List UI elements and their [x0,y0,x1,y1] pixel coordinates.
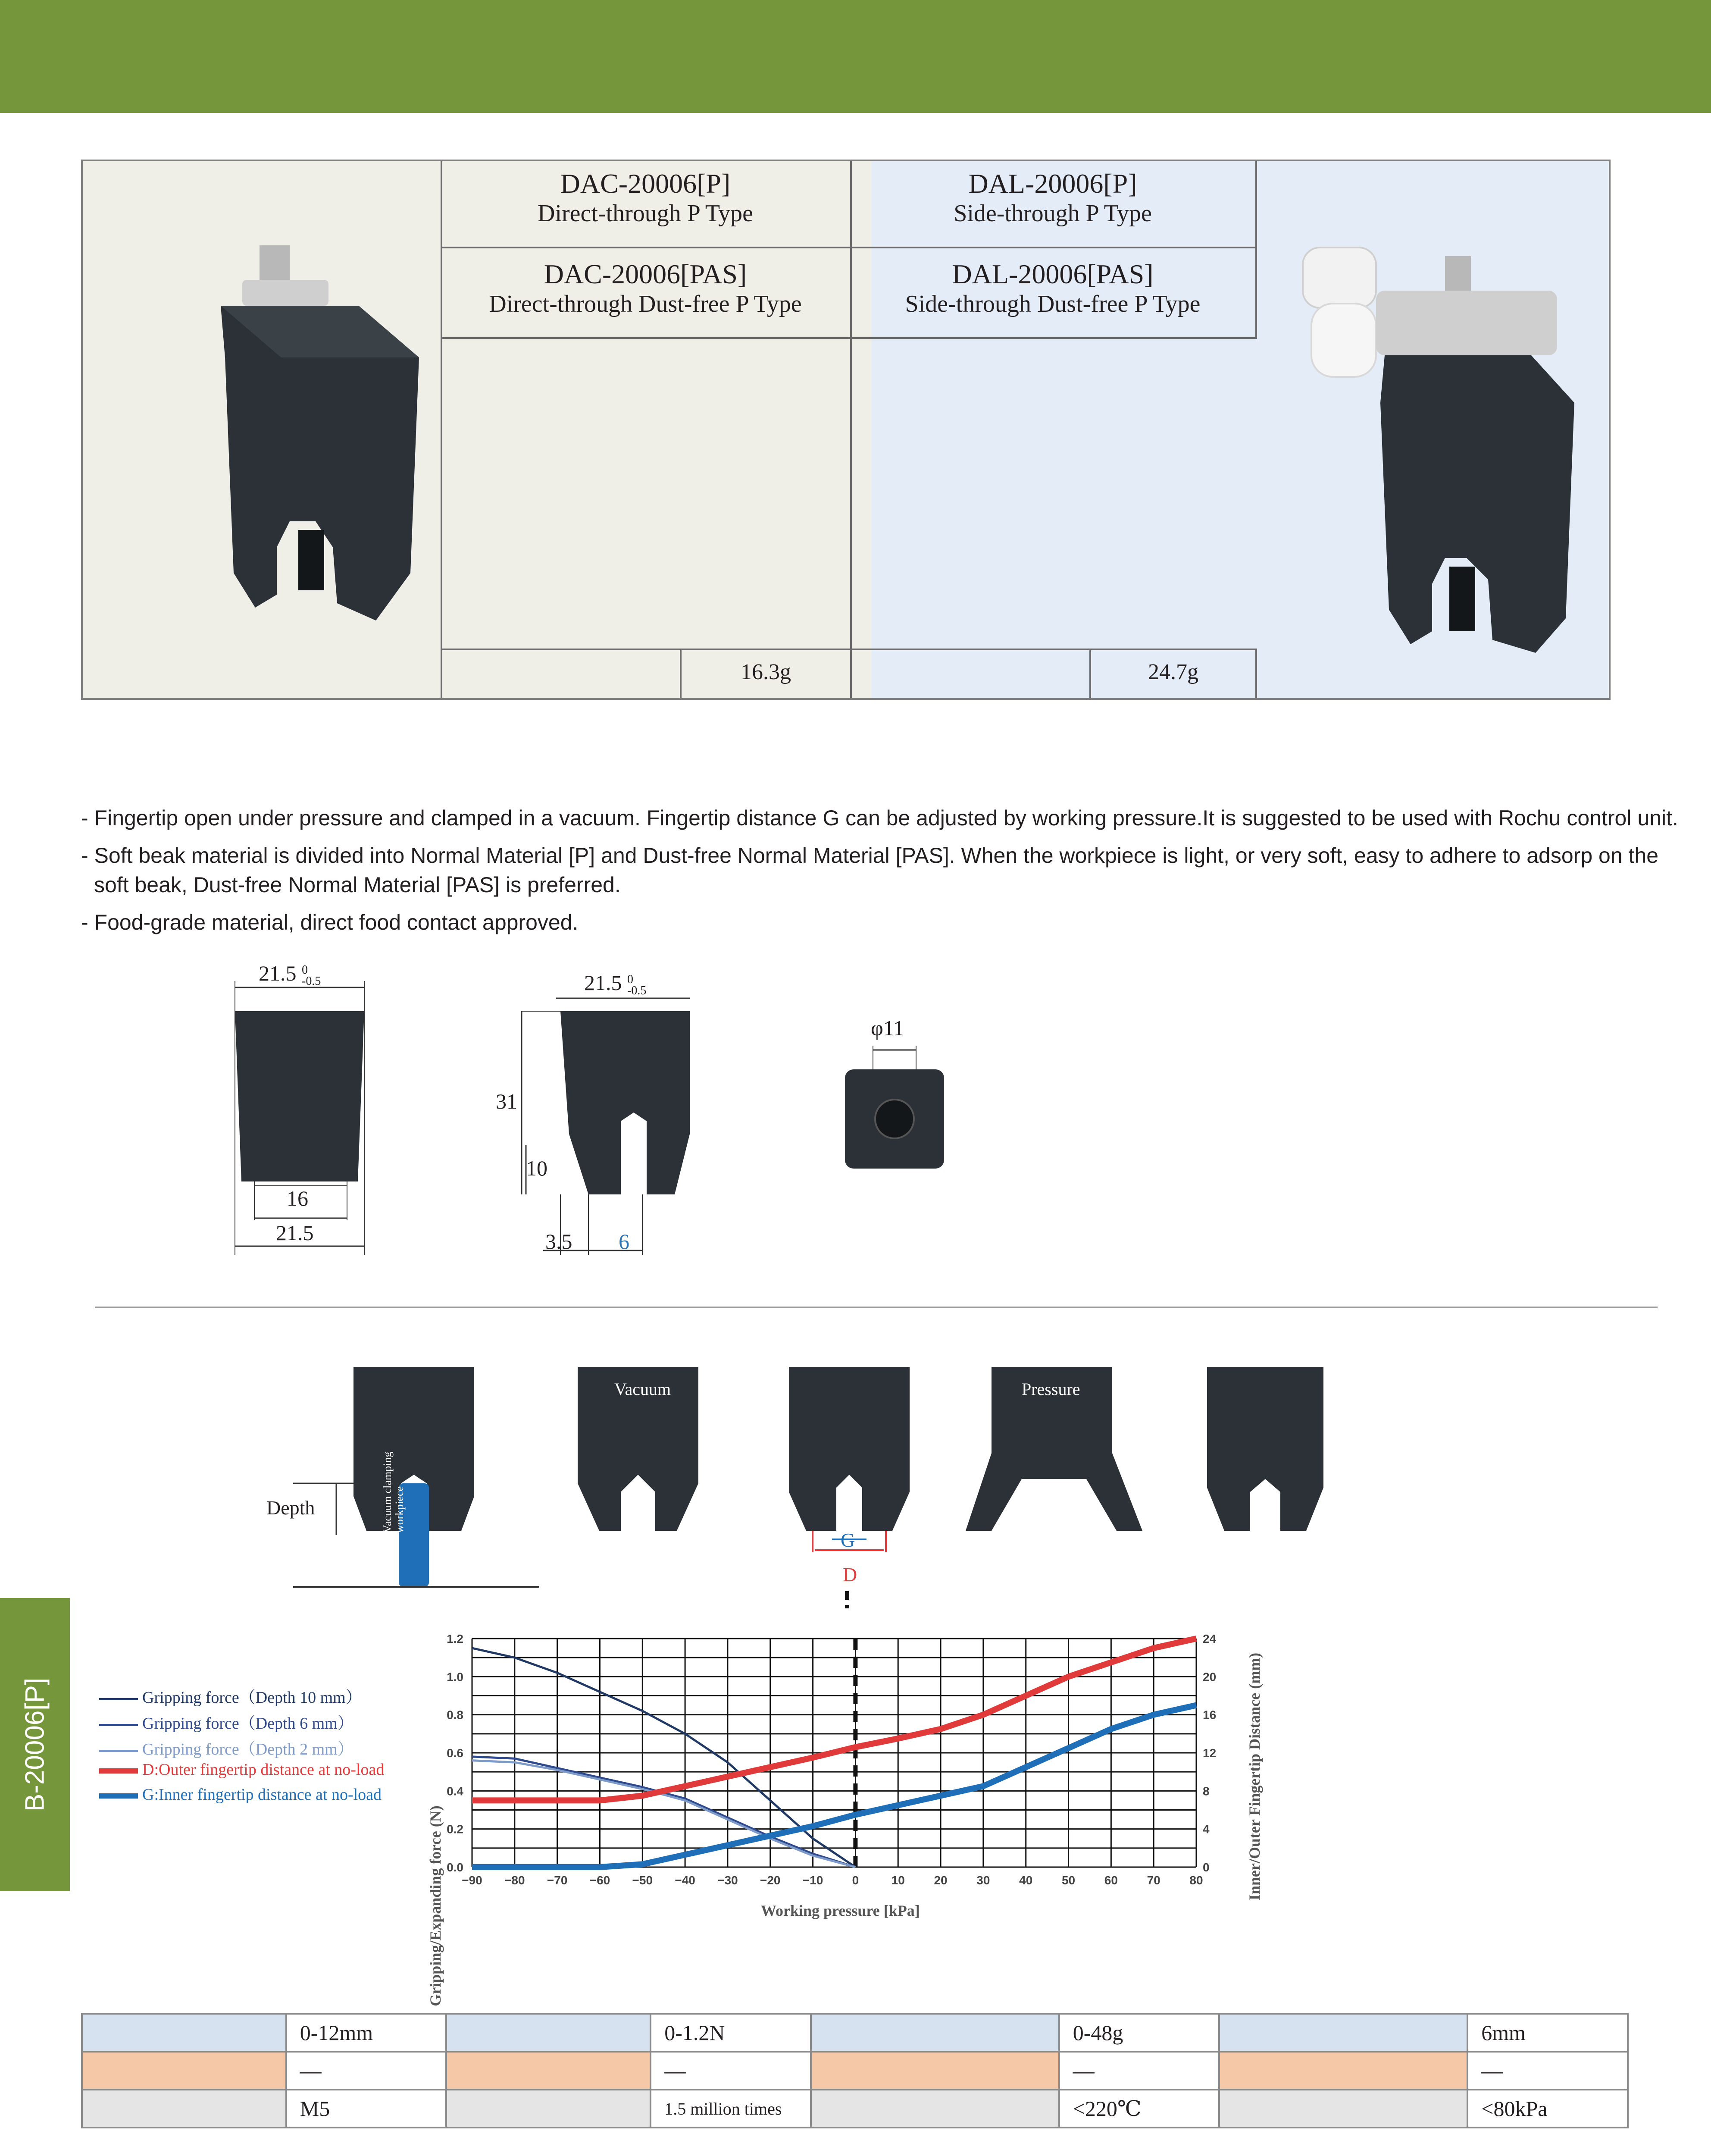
dal-p-model: DAL-20006[P] [968,168,1137,199]
chart-y-label: Gripping/Expanding force (N) [427,1805,444,2006]
spec-value: — [286,2052,447,2090]
spec-value: <220℃ [1059,2090,1220,2128]
vacuum-label: Vacuum [614,1379,671,1399]
weight-divider-3 [1255,649,1257,698]
y2-tick-label: 8 [1203,1784,1210,1798]
side-tab-label: B-20006[P] [20,1677,50,1812]
description-line-3: - Food-grade material, direct food contact approved. [81,910,579,934]
legend-depth10 [99,1684,362,1708]
spec-label-cell [811,2014,1059,2052]
dim-slot-height: 10 [526,1156,547,1180]
y-tick-label: 0.4 [447,1784,463,1798]
dal-pas-type: Side-through Dust-free P Type [905,291,1201,317]
dim-bottom-inner: 16 [287,1186,308,1210]
x-tick-label: −40 [675,1874,695,1887]
spec-label-cell [82,2014,286,2052]
spec-value: 0-12mm [286,2014,447,2052]
x-tick-label: 70 [1147,1874,1160,1887]
force-distance-chart [431,1630,1276,1927]
x-tick-label: −60 [589,1874,610,1887]
x-tick-label: −80 [504,1874,525,1887]
y2-tick-label: 12 [1203,1746,1217,1760]
series-line [472,1705,1196,1867]
divider-right [1255,161,1257,339]
dac-p-cell [441,168,850,227]
legend-swatch-inner [99,1793,138,1799]
dim-front-width-value: 21.5 [259,961,297,985]
spec-label-cell [1219,2052,1467,2090]
dac-weight: 16.3g [741,660,791,684]
legend-outer [99,1760,384,1779]
spec-label-cell [82,2052,286,2090]
tol-upper-front: 0 [302,963,308,977]
legend-depth2 [99,1736,354,1759]
product-box [81,160,1611,700]
dim-offset: 3.5 [545,1229,572,1253]
legend-outer-text: D:Outer fingertip distance at no-load [142,1761,385,1779]
pressure-label: Pressure [1022,1379,1080,1399]
direct-through-gripper-image [135,245,454,633]
x-tick-label: 80 [1189,1874,1203,1887]
spec-row-2 [82,2052,1628,2090]
spec-value: M5 [286,2090,447,2128]
spec-value: — [1059,2052,1220,2090]
chart-y2-label: Inner/Outer Fingertip Distance (mm) [1246,1652,1263,1901]
tol-upper-side: 0 [627,972,633,986]
legend-swatch-outer [99,1768,138,1774]
y2-tick-label: 20 [1203,1670,1217,1684]
dimension-drawing-front [224,979,371,1255]
dal-p-type: Side-through P Type [954,200,1152,227]
dac-pas-type: Direct-through Dust-free P Type [489,291,802,317]
x-tick-label: 60 [1104,1874,1118,1887]
spec-value: <80kPa [1467,2090,1628,2128]
dim-side-width [584,970,646,997]
spec-row-1 [82,2014,1628,2052]
spec-row-3 [82,2090,1628,2128]
tol-lower-side: -0.5 [627,984,647,997]
workpiece-label: Vacuum clamping workpiece [381,1451,406,1533]
legend-depth6 [99,1710,354,1733]
legend-swatch-depth6 [99,1724,138,1726]
dim-diameter: φ11 [871,1016,904,1040]
y-tick-label: 0.2 [447,1822,463,1836]
y-tick-label: 0.0 [447,1861,463,1874]
description-line-1: - Fingertip open under pressure and clamped in a vacuum. Fingertip distance G can be adjusted by working pressure.It is suggested to be used with Rochu control unit. [81,806,1678,830]
x-tick-label: −90 [462,1874,482,1887]
spec-label-cell [446,2014,651,2052]
dac-p-model: DAC-20006[P] [560,168,731,199]
operation-diagram [259,1367,1509,1608]
dimension-drawing-side [509,992,698,1259]
spec-value: — [651,2052,811,2090]
x-tick-label: 0 [852,1874,859,1887]
dim-front-width [259,961,321,987]
dal-pas-model: DAL-20006[PAS] [952,259,1154,289]
section-separator [95,1307,1658,1308]
y-tick-label: 0.8 [447,1708,463,1722]
dimension-drawing-top [843,1044,946,1173]
dal-pas-cell [850,258,1255,318]
depth-label: Depth [266,1497,315,1519]
spec-value: 0-1.2N [651,2014,811,2052]
dac-p-type: Direct-through P Type [538,200,753,227]
legend-swatch-depth2 [99,1750,138,1752]
d-label: D [843,1564,857,1586]
divider-left [441,161,442,698]
spec-label-cell [446,2090,651,2128]
y2-tick-label: 16 [1203,1708,1217,1722]
chart-ticks [447,1632,1217,1887]
y2-tick-label: 4 [1203,1822,1210,1836]
legend-depth2-text: Gripping force（Depth 2 mm） [142,1740,354,1758]
series-line [472,1761,855,1867]
legend-swatch-depth10 [99,1698,138,1700]
dim-height: 31 [496,1089,517,1113]
x-tick-label: −30 [717,1874,738,1887]
x-tick-label: 10 [891,1874,905,1887]
side-through-gripper-image [1264,239,1600,653]
dal-weight: 24.7g [1148,660,1198,684]
y2-tick-label: 0 [1203,1861,1210,1874]
spec-label-cell [1219,2014,1467,2052]
description-line-2a: - Soft beak material is divided into Normal Material [P] and Dust-free Normal Material [PAS]. When the workpiece is light, or very soft, easy to adhere to adsorp on the [81,843,1659,868]
spec-label-cell [811,2090,1059,2128]
spec-label-cell [82,2090,286,2128]
header-banner [0,0,1711,113]
y-tick-label: 0.6 [447,1746,463,1760]
description-line-2b: soft beak, Dust-free Normal Material [PAS] is preferred. [94,873,621,897]
spec-label-cell [1219,2090,1467,2128]
spec-table [81,2013,1629,2128]
x-tick-label: −20 [760,1874,781,1887]
spec-value: — [1467,2052,1628,2090]
chart-x-label: Working pressure [kPa] [761,1902,920,1919]
dal-p-cell [850,168,1255,227]
tol-lower-front: -0.5 [302,974,321,988]
spec-value: 0-48g [1059,2014,1220,2052]
dac-pas-model: DAC-20006[PAS] [544,259,747,289]
row-divider-2 [441,337,1256,339]
x-tick-label: −50 [632,1874,653,1887]
dim-bottom-outer: 21.5 [276,1221,314,1245]
x-tick-label: 50 [1061,1874,1076,1887]
legend-depth6-text: Gripping force（Depth 6 mm） [142,1714,354,1733]
x-tick-label: 40 [1019,1874,1033,1887]
dim-slot-width: 6 [619,1229,629,1253]
spec-label-cell [446,2052,651,2090]
dac-pas-cell [441,258,850,318]
y-tick-label: 1.2 [447,1632,463,1645]
side-tab [0,1598,70,1891]
x-tick-label: 20 [934,1874,948,1887]
x-tick-label: 30 [976,1874,990,1887]
weight-row-top [441,649,1256,650]
legend-depth10-text: Gripping force（Depth 10 mm） [142,1689,362,1707]
x-tick-label: −70 [547,1874,568,1887]
divider-middle [850,161,852,698]
spec-label-cell [811,2052,1059,2090]
x-tick-label: −10 [802,1874,823,1887]
g-label: G [841,1529,855,1551]
series-line [472,1648,855,1867]
dim-side-width-value: 21.5 [584,971,622,995]
legend-inner-text: G:Inner fingertip distance at no-load [142,1786,382,1804]
spec-value: 1.5 million times [651,2090,811,2128]
row-divider-1 [441,247,1256,248]
spec-value: 6mm [1467,2014,1628,2052]
legend-inner [99,1785,382,1804]
y-tick-label: 1.0 [447,1670,463,1684]
y2-tick-label: 24 [1203,1632,1217,1645]
